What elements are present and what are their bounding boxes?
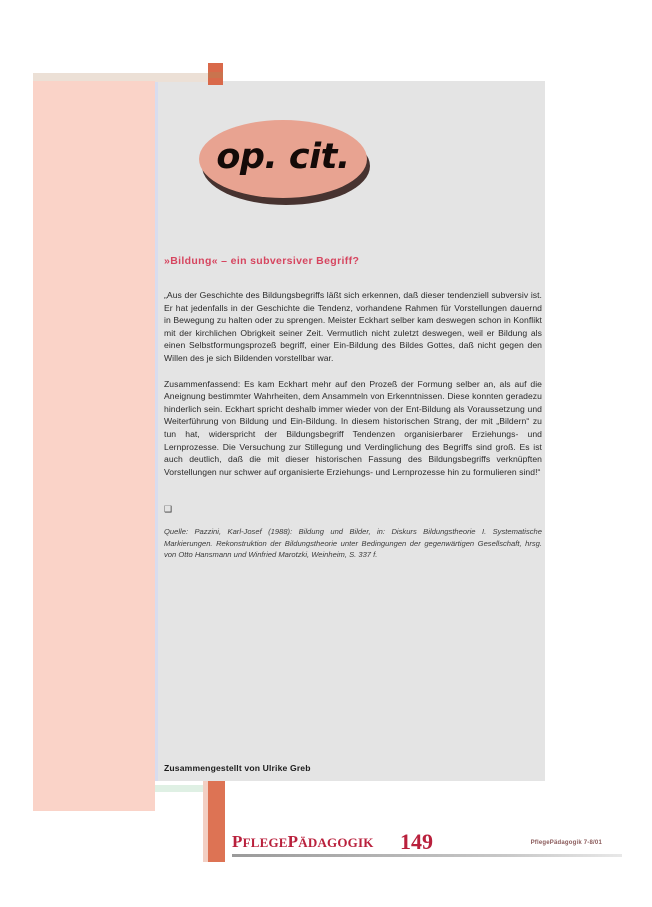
footer-brand xyxy=(232,832,374,852)
op-cit-emblem xyxy=(196,117,381,217)
source-citation: Quelle: Pazzini, Karl-Josef (1988): Bildung und Bilder, in: Diskurs Bildungstheorie I. Systematische Markierungen. Rekonstruktion der Bildungstheorie unter Bedingungen der gegenwärtigen Gesellschaft, hrsg. von Otto Hansmann und Winfried Marotzki, Weinheim, S. 337 f. xyxy=(164,527,542,560)
page-footer xyxy=(232,829,632,864)
mint-accent-sliver xyxy=(155,785,204,792)
bottom-orange-bar xyxy=(208,781,225,862)
box-marker-icon: ❑ xyxy=(164,504,173,515)
top-orange-tab xyxy=(208,63,223,85)
article-paragraph-1: „Aus der Geschichte des Bildungsbegriffs läßt sich erkennen, daß dieser tendenziell subversiv ist. Er hat jedenfalls in der Geschichte die Tendenz, vorhandene Rahmen für Vorstellungen dauernd in Bewegung zu halten oder zu sprengen. Meister Eckhart selber kam deswegen schon in Konflikt mit der kirchlichen Obrigkeit seiner Zeit. Vermutlich nicht zuletzt deswegen, weil er Bildung als einen Selbstformungsprozeß begriff, einer Ein-Bildung des Bildes Gottes, daß nicht gegen den Willen des je sich Bildenden vorstellbar war. xyxy=(164,290,542,363)
footer-page-number: 149 xyxy=(400,829,433,854)
emblem-label: op. cit. xyxy=(216,137,350,177)
left-pink-panel xyxy=(33,81,155,811)
article-paragraph-2: Zusammenfassend: Es kam Eckhart mehr auf den Prozeß der Formung selber an, als auf die Aneignung bestimmter Wahrheiten, dem Ansammeln von Erkenntnissen. Diese konnten geradezu hinderlich sein. Eckhart spricht deshalb immer wieder von der Ent-Bildung als Voraussetzung und Weiterführung von Bildung und Ein-Bildung. In diesem historischen Strang, der mit „Bildern“ zu tun hat, widerspricht der Bildungsbegriff Tendenzen organisierbarer Erziehungs- und Lernprozesse. Die Versuchung zur Stillegung und Verdinglichung des Begriffs sind groß. Es ist auch deutlich, daß die mit dieser historischen Fassung des Bildungsbegriffs verknüpften Vorstellungen nur schwer auf organisierte Erziehungs- und Lernprozesse hin zu formulieren sind!“ xyxy=(164,378,542,477)
byline: Zusammengestellt von Ulrike Greb xyxy=(164,763,311,773)
footer-brand-p4: ÄDAGOGIK xyxy=(298,835,374,850)
footer-brand-p2: FLEGE xyxy=(242,835,288,850)
emblem-ellipse xyxy=(199,120,367,198)
footer-brand-p1: P xyxy=(232,832,243,851)
footer-rule xyxy=(232,854,622,857)
footer-issue-label: PflegePädagogik 7-8/01 xyxy=(530,840,602,846)
article-column xyxy=(164,255,542,561)
article-headline: »Bildung« – ein subversiver Begriff? xyxy=(164,255,360,267)
content-field-left-edge xyxy=(155,81,158,781)
top-orange-tab-shade xyxy=(208,72,223,78)
footer-brand-p3: P xyxy=(287,832,299,851)
